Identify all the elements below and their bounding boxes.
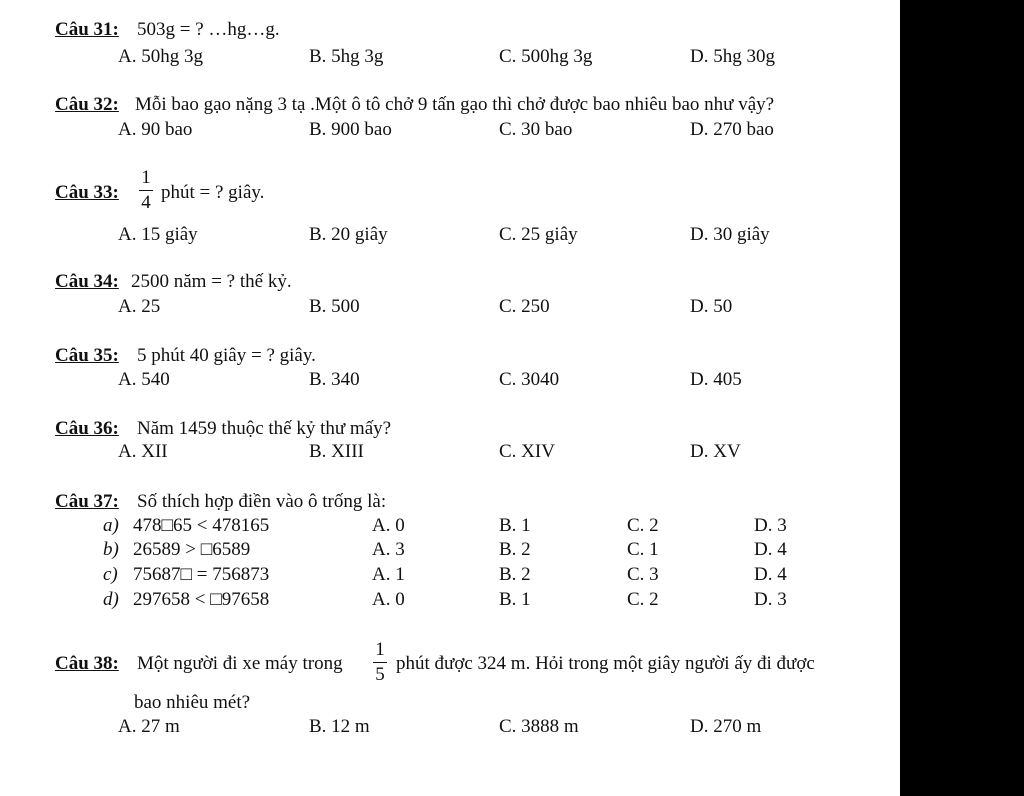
q38-label: Câu 38: [55,653,119,674]
q37-row-d-option-d: D. 3 [754,589,787,610]
q35-option-c: C. 3040 [499,369,560,390]
q37-row-b-option-d: D. 4 [754,539,787,560]
q33-fraction-numerator: 1 [141,167,151,188]
q37-row-d-letter: d) [103,589,119,610]
q38-option-b: B. 12 m [309,716,370,737]
q32-option-a: A. 90 bao [118,119,193,140]
q31-option-d: D. 5hg 30g [690,46,775,67]
q37-row-b-expr: 26589 > □6589 [133,539,251,560]
q37-row-a-expr: 478□65 < 478165 [133,515,270,536]
q37-row-d-option-c: C. 2 [627,589,659,610]
q38-text-after: phút được 324 m. Hỏi trong một giây người ấy đi được [396,653,815,674]
q36-option-d: D. XV [690,441,741,462]
q37-row-a-option-c: C. 2 [627,515,659,536]
q35-text: 5 phút 40 giây = ? giây. [137,345,316,366]
q38-fraction-numerator: 1 [375,639,385,660]
q37-row-b-option-b: B. 2 [499,539,531,560]
q33-text: phút = ? giây. [161,182,265,203]
q35-option-b: B. 340 [309,369,360,390]
q33-fraction [139,168,153,213]
q32-option-c: C. 30 bao [499,119,573,140]
q37-row-c-option-a: A. 1 [372,564,405,585]
q33-option-a: A. 15 giây [118,224,198,245]
q36-text: Năm 1459 thuộc thế kỷ thư mấy? [137,418,392,439]
black-side-bar [900,0,1024,796]
q37-row-b-option-a: A. 3 [372,539,405,560]
q37-text: Số thích hợp điền vào ô trống là: [137,491,387,512]
q35-label: Câu 35: [55,345,119,366]
q32-label: Câu 32: [55,94,119,115]
q36-option-b: B. XIII [309,441,364,462]
q31-option-b: B. 5hg 3g [309,46,384,67]
q34-option-b: B. 500 [309,296,360,317]
q33-option-c: C. 25 giây [499,224,578,245]
q37-row-d-option-b: B. 1 [499,589,531,610]
q37-row-b-option-c: C. 1 [627,539,659,560]
q33-fraction-denominator: 4 [141,192,151,213]
q31-option-a: A. 50hg 3g [118,46,203,67]
q37-row-a-letter: a) [103,515,119,536]
q38-text-line2: bao nhiêu mét? [134,692,251,713]
q38-fraction [373,640,387,685]
q35-option-d: D. 405 [690,369,742,390]
q31-option-c: C. 500hg 3g [499,46,593,67]
q36-option-c: C. XIV [499,441,555,462]
q38-option-d: D. 270 m [690,716,762,737]
q36-label: Câu 36: [55,418,119,439]
q37-row-a-option-a: A. 0 [372,515,405,536]
q38-fraction-bar [373,662,387,663]
q37-row-c-option-c: C. 3 [627,564,659,585]
q38-fraction-denominator: 5 [375,664,385,685]
q34-option-a: A. 25 [118,296,161,317]
q33-fraction-bar [139,190,153,191]
q33-option-b: B. 20 giây [309,224,388,245]
q37-row-c-expr: 75687□ = 756873 [133,564,270,585]
q37-row-c-option-b: B. 2 [499,564,531,585]
q37-row-d-option-a: A. 0 [372,589,405,610]
q38-option-a: A. 27 m [118,716,180,737]
q38-text-before: Một người đi xe máy trong [137,653,343,674]
q36-option-a: A. XII [118,441,168,462]
q32-text: Mỗi bao gạo nặng 3 tạ .Một ô tô chở 9 tấn gạo thì chở được bao nhiêu bao như vậy? [135,94,775,115]
q38-option-c: C. 3888 m [499,716,579,737]
q32-option-d: D. 270 bao [690,119,774,140]
q34-option-d: D. 50 [690,296,733,317]
q37-row-a-option-b: B. 1 [499,515,531,536]
q33-option-d: D. 30 giây [690,224,770,245]
q32-option-b: B. 900 bao [309,119,392,140]
q31-label: Câu 31: [55,19,119,40]
q34-text: 2500 năm = ? thế kỷ. [131,271,292,292]
q37-row-d-expr: 297658 < □97658 [133,589,270,610]
q37-row-c-letter: c) [103,564,118,585]
q33-label: Câu 33: [55,182,119,203]
q34-option-c: C. 250 [499,296,550,317]
q37-row-c-option-d: D. 4 [754,564,787,585]
q37-row-b-letter: b) [103,539,119,560]
q34-label: Câu 34: [55,271,119,292]
q31-text: 503g = ? …hg…g. [137,19,280,40]
q37-label: Câu 37: [55,491,119,512]
q35-option-a: A. 540 [118,369,170,390]
q37-row-a-option-d: D. 3 [754,515,787,536]
